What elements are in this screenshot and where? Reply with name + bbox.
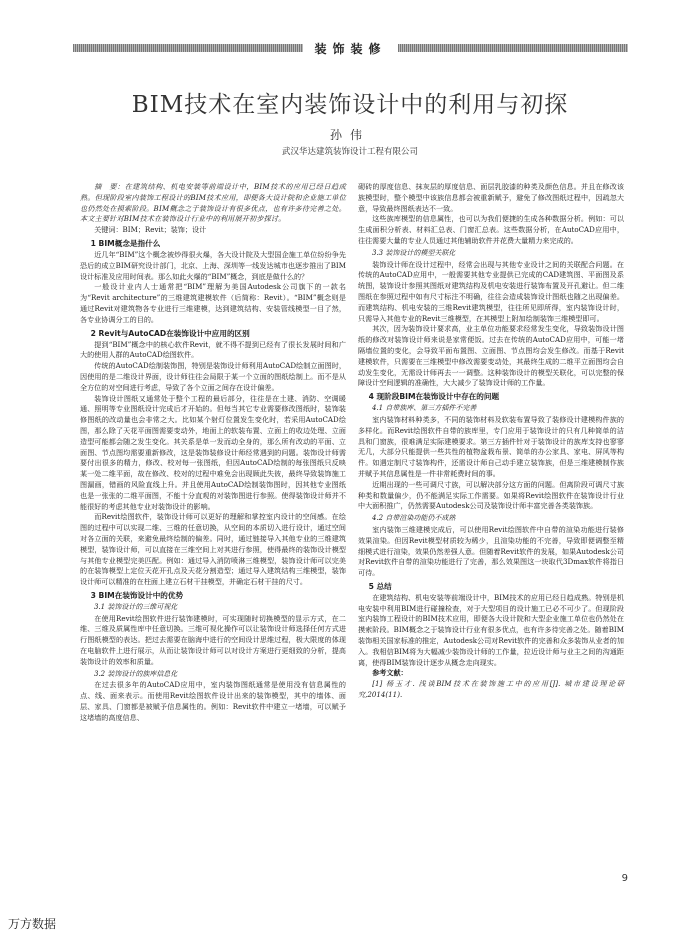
section-label: 装饰装修 [314, 42, 387, 56]
body-paragraph: 传统的AutoCAD绘制装饰图，特别是装饰设计师利用AutoCAD绘制立面图时，因使用的是二维设计界面，设计师往往会局限于某一个立面的图纸绘制上。而不是从全方位的对空间进行考虑，导致了各个立面之间存在设计偏差。 [80, 361, 346, 392]
abstract: 摘 要：在建筑结构、机电安装等前端设计中，BIM技术的应用已经日趋成熟。但现阶段室内装饰工程设计的BIM技术应用，即便各大设计院和企业施工单位也仍然处在摸索阶段。BIM概念之于装饰设计有很多优点，也有许多待完善之处。本文主要针对BIM技术在装饰设计行业中的利用展开初步探讨。 [80, 182, 346, 224]
subsection-heading: 3.1 装饰设计的三维可视化 [94, 602, 178, 611]
body-paragraph: 这些族库模型的信息属性，也可以为我们便捷的生成各种数据分析。例如：可以生成面积分析表、材料汇总表、门窗汇总表。这些数据分析，在AutoCAD应用中，往往需要大量的专业人员通过其他辅助软件并花费大量精力来完成的。 [358, 214, 624, 245]
body-paragraph: 砌砖的厚度信息、抹灰层的厚度信息、面层乳胶漆的种类及颜色信息。并且在修改该族模型时，整个模型中该族信息都会被重新赋予，避免了修改图纸过程中，因疏忽大意，导致最终图纸表达不一致。 [358, 182, 624, 213]
body-paragraph: 近期出现的一些可调尺寸族，可以解决部分这方面的问题。但离阶段可调尺寸族种类和数量偏少，仍不能满足实际工作需要。如果将Revit绘图软件在装饰设计行业中大面积推广，仍然需要Autodesk公司及装饰设计师丰富完善各类装饰族。 [358, 479, 624, 511]
header-rule-left [73, 44, 303, 52]
section-heading: 1 BIM概念是指什么 [90, 238, 161, 248]
right-column [358, 182, 624, 701]
subsection-heading: 3.2 装饰设计的族库信息化 [94, 669, 178, 678]
author-name: 孙伟 [329, 128, 370, 142]
subsection-heading: 4.1 自带族库、第三方插件不完善 [372, 404, 477, 413]
author-affiliation: 武汉华达建筑装饰设计工程有限公司 [281, 147, 418, 157]
section-heading: 4 现阶段BIM在装饰设计中存在的问题 [368, 392, 500, 402]
body-paragraph: 装饰设计图纸又通常处于整个工程的最后部分，往往是在土建、消防、空调暖通、照明等专业图纸设计完成后才开始的。但每当其它专业需要修改图纸时，装饰装修图纸的改动量也会非常之大。比如某个射灯位置发生变化时，若采用AutoCAD绘图，那么除了天花平面图需要变动外，地面上的软装布置、立面上的收边处理、立面造型可能都会随之发生变化。其关系是单一发而动全身的，那么所有改动的平面、立面图、节点图均需要重新修改，这是装饰装修设计师经常遇到的问题。装饰设计师需要付出很多的精力，修改、校对每一张图纸，但因AutoCAD绘制的每张图纸只反映某一处二维平面，故在修改、校对的过程中难免会出现顾此失彼，最终导致装饰施工图漏画，错画的风险直线上升。并且使用AutoCAD绘制装饰图时，因其他专业图纸也是一张张的二维平面图，不能十分直观的对装饰图进行参照。使得装饰设计师并不能很好的考虑其他专业对装饰设计的影响。 [80, 393, 346, 511]
body-paragraph: 装饰设计师在设计过程中，经常会出现与其他专业设计之间的关联配合问题。在传统的AutoCAD应用中，一般需要其他专业提供已完成的CAD建筑图、平面图及系统图，装饰设计参照其图纸对建筑结构及机电安装进行装饰布置及开孔避让。但二维图纸在参照过程中如有尺寸标注不明确，往往会造成装饰设计图纸也随之出现偏差。而建筑结构、机电安装的三维Revit建筑模型，往往所见即所得，室内装饰设计时，只需导入其他专业的Revit三维模型，在其模型上附加绘制装饰三维模型即可。 [358, 259, 624, 323]
body-paragraph: 而Revit绘图软件，装饰设计师可以更好的理解和掌控室内设计的空间感。在绘图的过程中可以实现二维、三维的任意切换，从空间的本质切入进行设计，通过空间对各立面的关联，来避免最终绘制的偏差。同时，通过链接导入其他专业的三维建筑模型，装饰设计师，可以直接在三维空间上对其进行参照，使得最终的装饰设计模型与其他专业模型完美匹配。例如：通过导入消防喷淋三维模型，装饰设计师可以完美的在装饰模型上定位天花开孔点及天花分割造型；通过导入建筑结构三维模型，装饰设计师可以精准的在柱面上建立石材干挂模型，并确定石材干挂的尺寸。 [80, 512, 346, 587]
body-paragraph: 近几年“BIM”这个概念被炒得很火爆，各大设计院及大型国企施工单位纷纷争先恐后的成立BIM研究设计部门，北京、上海、深圳等一线发达城市也逐步推出了BIM设计标准及应用时间表。那么如此火爆的“BIM”概念，到底是做什么的？ [80, 249, 346, 281]
body-paragraph: 室内装饰材料种类多，不同的装饰材料及软装布置导致了装修设计建模构件族的多样化。而Revit绘图软件自带的族库里，专门应用于装饰设计的只有几种简单的洁具和门窗族，很难满足实际建模要求。第三方插件针对于装饰设计的族库支持也寥寥无几，大部分只能提供一些共性的植物盆栽布景、简单的办公家具、家电、屏风等构件。如遇定制尺寸装饰构件，还需设计师自己动手建立装饰族，但是三维建模制作族并赋予其信息属性是一件非常耗费时间的事。 [358, 414, 624, 478]
reference-item: [1] 杨玉才. 浅谈BIM技术在装饰施工中的应用[J]. 城市建设理论研究,2014(11). [358, 679, 624, 700]
body-paragraph: 在过去很多年的AutoCAD应用中，室内装饰图纸通常是使用没有信息属性的点、线、面来表示。而使用Revit绘图软件设计出来的装饰模型，其中的墙体、面层、家具、门窗都是被赋予信息属性的。例如：Revit软件中建立一堵墙，可以赋予这堵墙的高度信息、 [80, 680, 346, 722]
article-title: BIM技术在室内装饰设计中的利用与初探 [131, 92, 569, 118]
body-paragraph: 提到“BIM”概念中的核心软件Revit，就不得不提到已经有了很长发展时间和广大的使用人群的AutoCAD绘图软件。 [80, 339, 346, 360]
keywords: 关键词：BIM；Revit；装饰；设计 [94, 225, 207, 235]
page-number: 9 [621, 873, 628, 884]
body-paragraph: 其次，因为装饰设计要求高，业主单位功能要求经常发生变化，导致装饰设计图纸的修改对装饰设计师来说是家常便饭。过去在传统的AutoCAD应用中，可能一堵隔墙位置的变化，会导致平面布置图、立面图、节点图均会发生修改。而基于Revit建模软件，只需要在三维模型中修改需要变动处，其最终生成的二维平立面图均会自动发生变化，无需设计师再去一一调整。这种装饰设计的模型关联化，可以完整的保障设计空间逻辑的准确性，大大减少了装饰设计师的工作量。 [358, 324, 624, 388]
header-rule-right [398, 44, 628, 52]
body-paragraph: 一般设计业内人士通常把“BIM”理解为美国Autodesk公司旗下的一款名为“Revit architecture”的三维建筑建模软件（后简称：Revit）。“BIM”概念则是通过Revit对建筑物各专业进行三维建模，达到建筑结构、安装管线模型一目了然，各专业协调分工的目的。 [80, 282, 346, 324]
body-paragraph: 在建筑结构、机电安装等前端设计中，BIM技术的应用已经日趋成熟。特别是机电安装中利用BIM进行碰撞检查，对于大型项目的设计施工已必不可少了。但现阶段室内装饰工程设计的BIM技术应用，即便各大设计院和大型企业施工单位也仍然处在摸索阶段。BIM概念之于装饰设计行业有很多优点，也有许多待完善之处。随着BIM装饰相关国家标准的推定，Autodesk公司对Revit软件的完善和众多装饰从业者的加入。我相信BIM将为大幅减少装饰设计师的工作量，拉近设计师与业主之间的沟通距离，使得BIM装饰设计逐步从概念走向现实。 [358, 592, 624, 667]
references-heading: 参考文献： [372, 668, 408, 678]
left-column [80, 182, 346, 724]
subsection-heading: 4.2 自带渲染功能仍不成熟 [372, 514, 456, 523]
section-header [73, 40, 628, 56]
body-paragraph: 室内装饰三维建模完成后，可以使用Revit绘图软件中自带的渲染功能进行装修效果渲染。但因Revit模型材质较为稀少，且渲染功能的不完善，导致即便调整至精细模式进行渲染，效果仍然差强人意。但随着Revit软件的发展，如果Autodesk公司对Revit软件自带的渲染功能进行了完善，那么效果图这一块取代3Dmax软件将指日可待。 [358, 524, 624, 578]
watermark-text: 万方数据 [8, 917, 57, 931]
section-heading: 5 总结 [368, 581, 392, 591]
body-paragraph: 在使用Revit绘图软件进行装饰建模时，可实现随时切换模型的显示方式，在二维、三维及质属性库中任意切换。三维可视化操作可以让装饰设计师选择任何方式进行图纸模型的表达。把过去需要在脑海中进行的空间设计思维过程，极大限度的体现在电脑软件上进行展示，从而让装饰设计师可以对设计方案进行更细致的分析，提高装饰设计的效率和质量。 [80, 613, 346, 666]
subsection-heading: 3.3 装饰设计的模型关联化 [372, 248, 456, 257]
section-heading: 2 Revit与AutoCAD在装饰设计中应用的区别 [90, 328, 250, 338]
section-heading: 3 BIM在装饰设计中的优势 [90, 590, 184, 600]
